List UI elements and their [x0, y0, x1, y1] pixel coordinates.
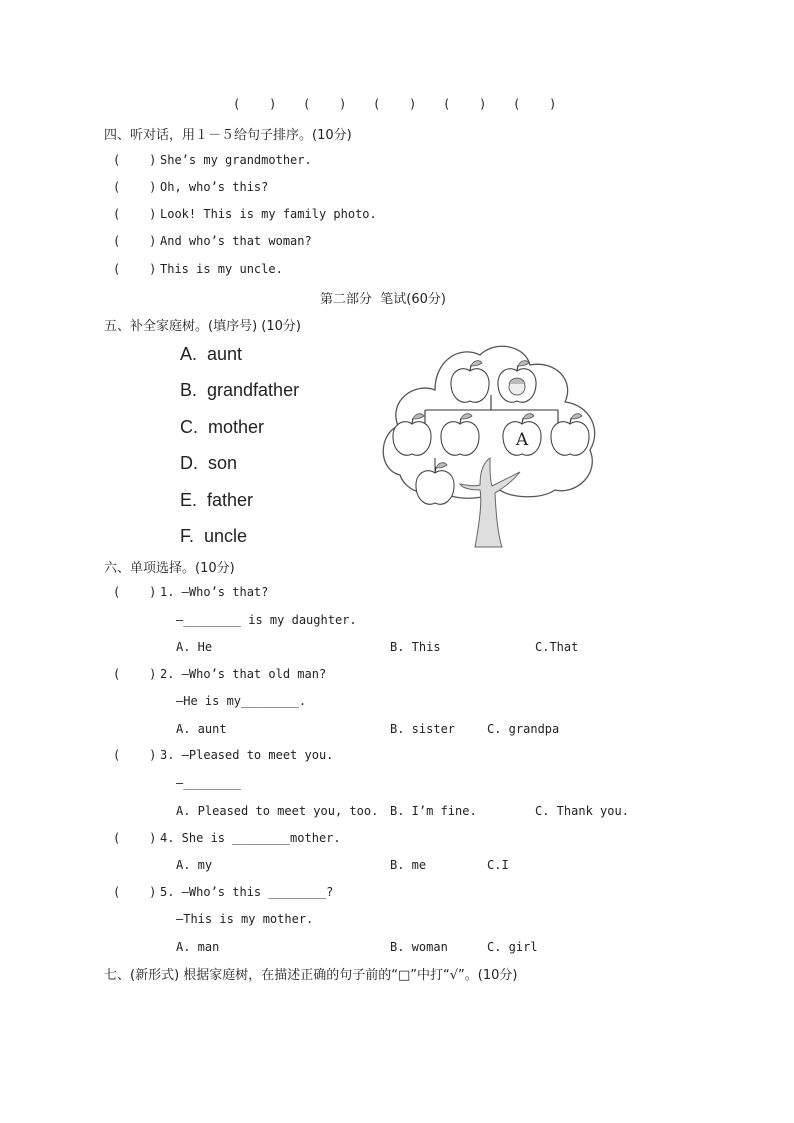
question-subline: —This is my mother.	[176, 912, 314, 926]
dialogue-sentence: And who’s that woman?	[160, 234, 312, 248]
answer-bracket[interactable]: ( )	[113, 234, 157, 248]
answer-bracket[interactable]: ( )	[113, 748, 157, 762]
section-7-title: 七、(新形式) 根据家庭树，在描述正确的句子前的“□”中打“√”。(10分)	[104, 968, 518, 983]
question-text: 4. She is ________mother.	[160, 831, 341, 845]
choice-a: A. my	[176, 858, 213, 872]
word-option: F. uncle	[180, 526, 248, 546]
answer-bracket[interactable]: ( )	[113, 585, 157, 599]
choice-c: C.That	[535, 640, 579, 654]
word-option: B. grandfather	[180, 380, 300, 400]
word-option: A. aunt	[180, 344, 243, 364]
choice-b: B. sister	[390, 722, 456, 736]
dialogue-sentence: Oh, who’s this?	[160, 180, 269, 194]
family-tree-illustration	[380, 340, 602, 548]
tree-blank-label: A	[515, 430, 529, 450]
choice-c: C.I	[487, 858, 509, 872]
answer-bracket[interactable]: ( )	[113, 831, 157, 845]
question-subline: —________ is my daughter.	[176, 613, 357, 627]
section-4-title: 四、听对话，用１－５给句子排序。(10分)	[104, 128, 352, 143]
section-6-title: 六、单项选择。(10分)	[104, 561, 235, 576]
question-subline: —He is my________.	[176, 694, 307, 708]
dialogue-sentence: This is my uncle.	[160, 262, 283, 276]
choice-b: B. me	[390, 858, 427, 872]
word-option: D. son	[180, 453, 238, 473]
question-subline: —________	[176, 776, 242, 790]
answer-bracket[interactable]: ( )	[113, 885, 157, 899]
part-2-title: 第二部分 笔试(60分)	[320, 292, 446, 307]
answer-bracket[interactable]: ( )	[113, 153, 157, 167]
choice-a: A. He	[176, 640, 213, 654]
answer-bracket[interactable]: ( )	[513, 97, 557, 111]
choice-c: C. Thank you.	[535, 804, 629, 818]
answer-bracket[interactable]: ( )	[373, 97, 417, 111]
answer-bracket[interactable]: ( )	[233, 97, 277, 111]
question-text: 1. —Who’s that?	[160, 585, 269, 599]
choice-a: A. aunt	[176, 722, 227, 736]
answer-bracket[interactable]: ( )	[113, 207, 157, 221]
answer-bracket[interactable]: ( )	[113, 180, 157, 194]
answer-bracket[interactable]: ( )	[113, 667, 157, 681]
question-text: 5. —Who’s this ________?	[160, 885, 334, 899]
dialogue-sentence: Look! This is my family photo.	[160, 207, 377, 221]
choice-b: B. woman	[390, 940, 448, 954]
answer-bracket[interactable]: ( )	[303, 97, 347, 111]
word-option: E. father	[180, 490, 254, 510]
answer-bracket[interactable]: ( )	[113, 262, 157, 276]
section-5-title: 五、补全家庭树。(填序号) (10分)	[104, 319, 301, 334]
question-text: 2. —Who’s that old man?	[160, 667, 327, 681]
answer-bracket[interactable]: ( )	[443, 97, 487, 111]
choice-b: B. This	[390, 640, 441, 654]
word-option: C. mother	[180, 417, 265, 437]
question-text: 3. —Pleased to meet you.	[160, 748, 334, 762]
choice-b: B. I’m fine.	[390, 804, 477, 818]
choice-a: A. man	[176, 940, 220, 954]
choice-a: A. Pleased to meet you, too.	[176, 804, 379, 818]
choice-c: C. grandpa	[487, 722, 560, 736]
dialogue-sentence: She’s my grandmother.	[160, 153, 312, 167]
choice-c: C. girl	[487, 940, 538, 954]
